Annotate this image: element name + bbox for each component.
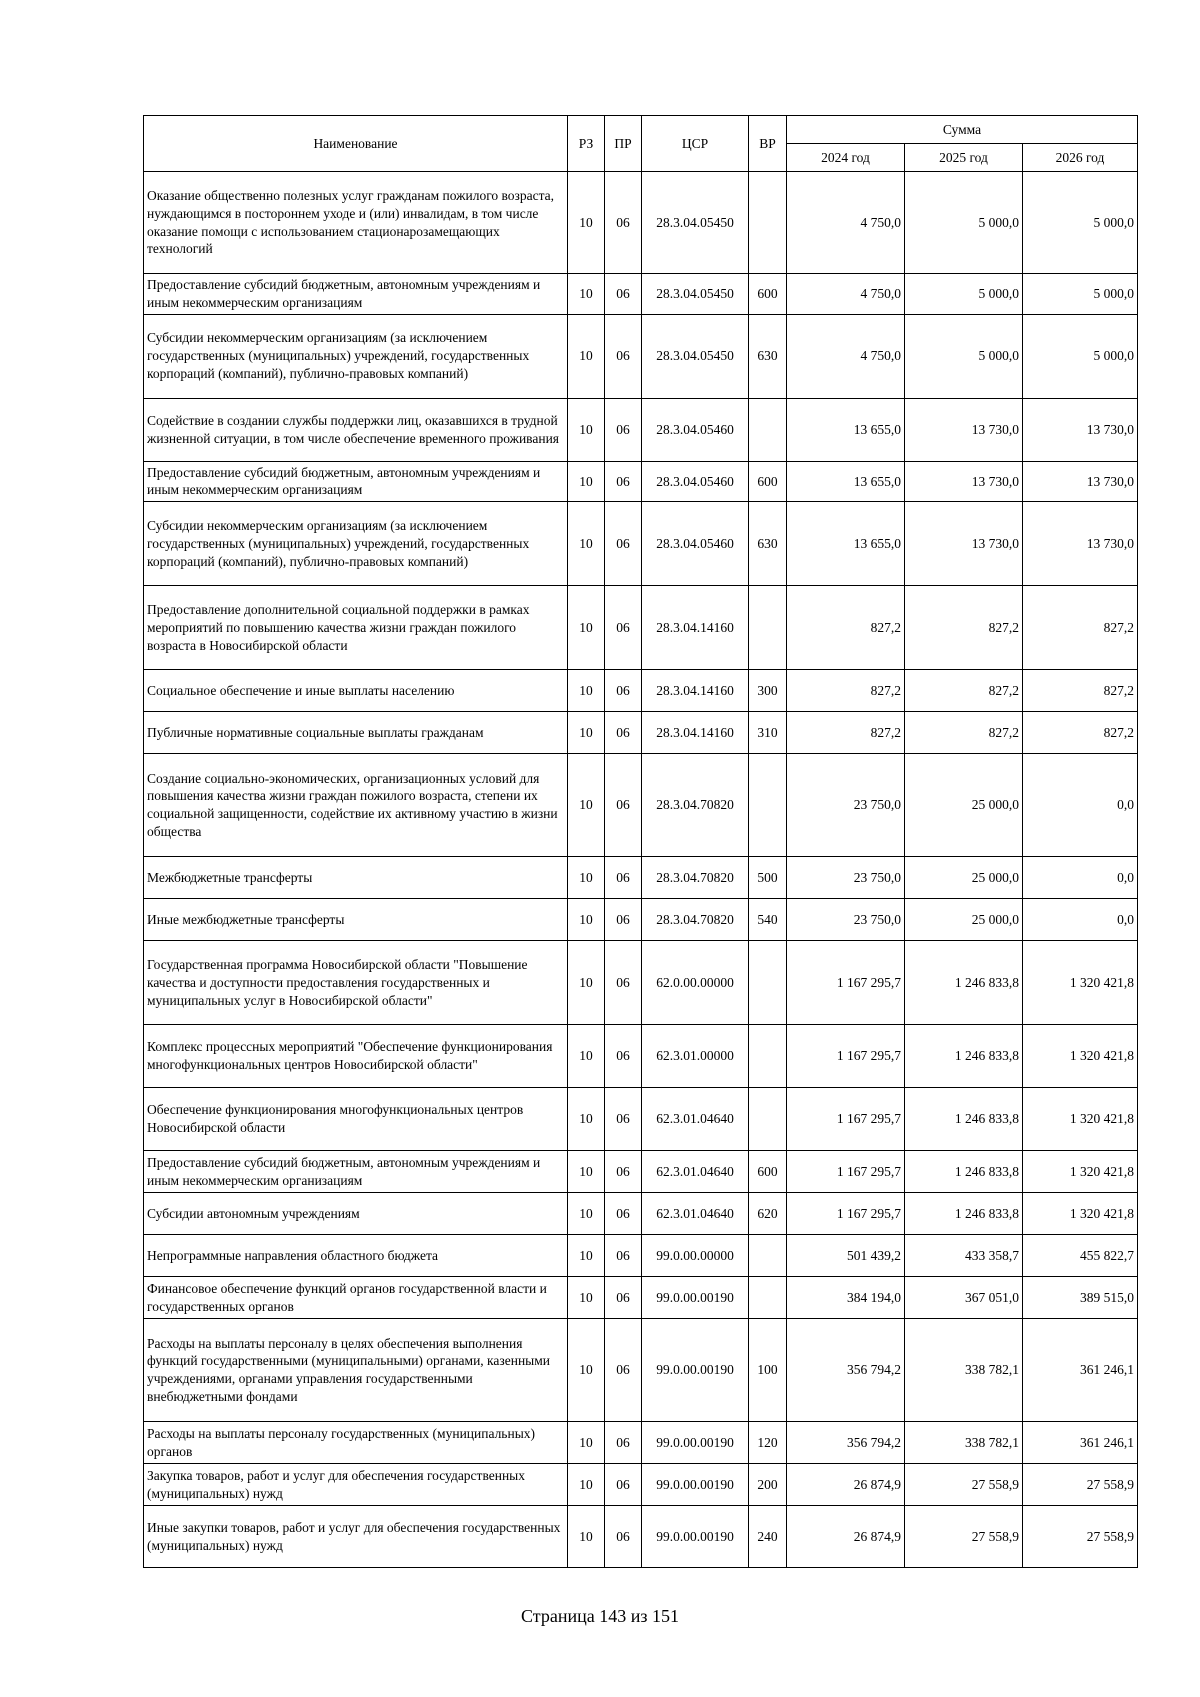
cell-vr	[749, 754, 787, 857]
cell-vr	[749, 941, 787, 1025]
cell-pr: 06	[605, 274, 642, 315]
cell-name: Предоставление субсидий бюджетным, автономным учреждениям и иным некоммерческим организациям	[144, 1151, 568, 1193]
cell-pr: 06	[605, 398, 642, 461]
cell-vr: 100	[749, 1319, 787, 1422]
cell-name: Предоставление субсидий бюджетным, автономным учреждениям и иным некоммерческим организациям	[144, 274, 568, 315]
cell-rz: 10	[568, 670, 605, 712]
cell-vr: 540	[749, 899, 787, 941]
cell-name: Публичные нормативные социальные выплаты гражданам	[144, 712, 568, 754]
cell-2025: 827,2	[905, 586, 1023, 670]
cell-2026: 27 558,9	[1023, 1464, 1138, 1506]
cell-csr: 28.3.04.05460	[642, 502, 749, 586]
page-number: Страница 143 из 151	[521, 1606, 679, 1626]
cell-2025: 5 000,0	[905, 314, 1023, 398]
table-row	[144, 398, 1138, 461]
cell-csr: 28.3.04.14160	[642, 712, 749, 754]
cell-2024: 4 750,0	[787, 274, 905, 315]
cell-name: Оказание общественно полезных услуг гражданам пожилого возраста, нуждающимся в постороннем уходе и (или) инвалидам, в том числе оказание помощи с использованием стационарозамещающих технологий	[144, 172, 568, 274]
table-row	[144, 461, 1138, 502]
table-row	[144, 1193, 1138, 1235]
table-row	[144, 670, 1138, 712]
cell-name: Финансовое обеспечение функций органов государственной власти и государственных органов	[144, 1277, 568, 1319]
cell-rz: 10	[568, 274, 605, 315]
cell-2025: 1 246 833,8	[905, 1193, 1023, 1235]
cell-2025: 827,2	[905, 712, 1023, 754]
cell-2026: 13 730,0	[1023, 502, 1138, 586]
cell-2026: 1 320 421,8	[1023, 1025, 1138, 1088]
cell-2026: 13 730,0	[1023, 461, 1138, 502]
cell-name: Закупка товаров, работ и услуг для обеспечения государственных (муниципальных) нужд	[144, 1464, 568, 1506]
cell-vr	[749, 586, 787, 670]
cell-2024: 4 750,0	[787, 314, 905, 398]
cell-2025: 25 000,0	[905, 899, 1023, 941]
table-row	[144, 899, 1138, 941]
cell-name: Субсидии некоммерческим организациям (за исключением государственных (муниципальных) учреждений, государственных корпораций (компаний), публично-правовых компаний)	[144, 314, 568, 398]
cell-2026: 1 320 421,8	[1023, 1193, 1138, 1235]
cell-csr: 28.3.04.05460	[642, 398, 749, 461]
cell-name: Иные межбюджетные трансферты	[144, 899, 568, 941]
cell-vr: 200	[749, 1464, 787, 1506]
cell-csr: 62.3.01.00000	[642, 1025, 749, 1088]
header-csr: ЦСР	[642, 116, 749, 172]
header-year-2024: 2024 год	[787, 144, 905, 172]
header-vr: ВР	[749, 116, 787, 172]
cell-2024: 13 655,0	[787, 461, 905, 502]
cell-2024: 23 750,0	[787, 754, 905, 857]
cell-name: Субсидии автономным учреждениям	[144, 1193, 568, 1235]
cell-csr: 28.3.04.70820	[642, 899, 749, 941]
cell-name: Создание социально-экономических, организационных условий для повышения качества жизни граждан пожилого возраста, степени их социальной защищенности, содействие их активному участию в жизни общества	[144, 754, 568, 857]
cell-rz: 10	[568, 502, 605, 586]
cell-name: Социальное обеспечение и иные выплаты населению	[144, 670, 568, 712]
header-year-2025: 2025 год	[905, 144, 1023, 172]
cell-rz: 10	[568, 1235, 605, 1277]
cell-2026: 5 000,0	[1023, 172, 1138, 274]
cell-pr: 06	[605, 1464, 642, 1506]
cell-2024: 4 750,0	[787, 172, 905, 274]
cell-2024: 1 167 295,7	[787, 1025, 905, 1088]
cell-csr: 99.0.00.00190	[642, 1422, 749, 1464]
cell-2024: 827,2	[787, 670, 905, 712]
cell-pr: 06	[605, 899, 642, 941]
cell-2024: 1 167 295,7	[787, 941, 905, 1025]
cell-name: Расходы на выплаты персоналу в целях обеспечения выполнения функций государственными (муниципальными) органами, казенными учреждениями, органами управления государственными внебюджетными фондами	[144, 1319, 568, 1422]
cell-vr: 240	[749, 1506, 787, 1568]
cell-2025: 1 246 833,8	[905, 1088, 1023, 1151]
cell-csr: 62.3.01.04640	[642, 1193, 749, 1235]
cell-pr: 06	[605, 712, 642, 754]
cell-pr: 06	[605, 461, 642, 502]
cell-csr: 62.3.01.04640	[642, 1088, 749, 1151]
table-row	[144, 1506, 1138, 1568]
cell-pr: 06	[605, 1422, 642, 1464]
cell-csr: 99.0.00.00000	[642, 1235, 749, 1277]
cell-name: Государственная программа Новосибирской области "Повышение качества и доступности предоставления государственных и муниципальных услуг в Новосибирской области"	[144, 941, 568, 1025]
cell-2024: 13 655,0	[787, 502, 905, 586]
cell-vr: 500	[749, 857, 787, 899]
cell-pr: 06	[605, 670, 642, 712]
cell-csr: 28.3.04.05450	[642, 172, 749, 274]
cell-pr: 06	[605, 1151, 642, 1193]
table-row	[144, 274, 1138, 315]
cell-pr: 06	[605, 857, 642, 899]
cell-2026: 5 000,0	[1023, 314, 1138, 398]
cell-2025: 1 246 833,8	[905, 1151, 1023, 1193]
cell-rz: 10	[568, 1319, 605, 1422]
table-row	[144, 1235, 1138, 1277]
cell-rz: 10	[568, 1422, 605, 1464]
table-row	[144, 314, 1138, 398]
cell-vr: 630	[749, 314, 787, 398]
header-rz: РЗ	[568, 116, 605, 172]
cell-2026: 827,2	[1023, 670, 1138, 712]
cell-csr: 99.0.00.00190	[642, 1277, 749, 1319]
cell-2025: 5 000,0	[905, 274, 1023, 315]
cell-2025: 13 730,0	[905, 398, 1023, 461]
table-row	[144, 1319, 1138, 1422]
cell-csr: 28.3.04.05450	[642, 274, 749, 315]
header-year-2026: 2026 год	[1023, 144, 1138, 172]
cell-2024: 356 794,2	[787, 1319, 905, 1422]
cell-csr: 99.0.00.00190	[642, 1319, 749, 1422]
cell-2025: 25 000,0	[905, 857, 1023, 899]
cell-vr: 620	[749, 1193, 787, 1235]
cell-rz: 10	[568, 1025, 605, 1088]
cell-pr: 06	[605, 1506, 642, 1568]
table-row	[144, 712, 1138, 754]
cell-pr: 06	[605, 1235, 642, 1277]
cell-csr: 28.3.04.14160	[642, 670, 749, 712]
cell-vr	[749, 398, 787, 461]
cell-vr	[749, 1025, 787, 1088]
table-row	[144, 172, 1138, 274]
cell-rz: 10	[568, 1464, 605, 1506]
cell-vr	[749, 1088, 787, 1151]
cell-rz: 10	[568, 1088, 605, 1151]
cell-2024: 356 794,2	[787, 1422, 905, 1464]
cell-name: Комплекс процессных мероприятий "Обеспечение функционирования многофункциональных центров Новосибирской области"	[144, 1025, 568, 1088]
table-row	[144, 1025, 1138, 1088]
cell-2024: 1 167 295,7	[787, 1088, 905, 1151]
cell-2024: 501 439,2	[787, 1235, 905, 1277]
cell-2025: 13 730,0	[905, 461, 1023, 502]
cell-rz: 10	[568, 712, 605, 754]
cell-csr: 28.3.04.70820	[642, 857, 749, 899]
cell-2026: 1 320 421,8	[1023, 1088, 1138, 1151]
cell-2025: 1 246 833,8	[905, 941, 1023, 1025]
cell-vr: 600	[749, 1151, 787, 1193]
cell-2025: 27 558,9	[905, 1464, 1023, 1506]
header-name: Наименование	[144, 116, 568, 172]
cell-pr: 06	[605, 1025, 642, 1088]
cell-rz: 10	[568, 899, 605, 941]
table-row	[144, 1422, 1138, 1464]
cell-name: Обеспечение функционирования многофункциональных центров Новосибирской области	[144, 1088, 568, 1151]
cell-rz: 10	[568, 586, 605, 670]
cell-2025: 338 782,1	[905, 1319, 1023, 1422]
cell-vr	[749, 1235, 787, 1277]
cell-2025: 27 558,9	[905, 1506, 1023, 1568]
table-row	[144, 1464, 1138, 1506]
cell-rz: 10	[568, 754, 605, 857]
cell-2026: 455 822,7	[1023, 1235, 1138, 1277]
table-body	[144, 172, 1138, 1568]
cell-csr: 28.3.04.05450	[642, 314, 749, 398]
cell-2026: 27 558,9	[1023, 1506, 1138, 1568]
table-row	[144, 857, 1138, 899]
cell-2026: 0,0	[1023, 899, 1138, 941]
cell-rz: 10	[568, 941, 605, 1025]
cell-2024: 384 194,0	[787, 1277, 905, 1319]
cell-name: Расходы на выплаты персоналу государственных (муниципальных) органов	[144, 1422, 568, 1464]
cell-2026: 361 246,1	[1023, 1319, 1138, 1422]
cell-csr: 28.3.04.70820	[642, 754, 749, 857]
cell-2026: 827,2	[1023, 712, 1138, 754]
cell-2026: 0,0	[1023, 857, 1138, 899]
cell-rz: 10	[568, 857, 605, 899]
cell-2026: 1 320 421,8	[1023, 1151, 1138, 1193]
cell-vr: 600	[749, 461, 787, 502]
cell-2025: 338 782,1	[905, 1422, 1023, 1464]
table-row	[144, 1277, 1138, 1319]
cell-2025: 25 000,0	[905, 754, 1023, 857]
table-row	[144, 941, 1138, 1025]
cell-name: Непрограммные направления областного бюджета	[144, 1235, 568, 1277]
table-row	[144, 1151, 1138, 1193]
cell-rz: 10	[568, 172, 605, 274]
cell-rz: 10	[568, 1506, 605, 1568]
cell-2024: 827,2	[787, 712, 905, 754]
table-row	[144, 586, 1138, 670]
cell-2026: 361 246,1	[1023, 1422, 1138, 1464]
cell-2025: 827,2	[905, 670, 1023, 712]
cell-2025: 433 358,7	[905, 1235, 1023, 1277]
header-sum: Сумма	[787, 116, 1138, 144]
cell-pr: 06	[605, 502, 642, 586]
cell-rz: 10	[568, 1193, 605, 1235]
cell-2025: 13 730,0	[905, 502, 1023, 586]
cell-2026: 389 515,0	[1023, 1277, 1138, 1319]
cell-pr: 06	[605, 172, 642, 274]
cell-name: Иные закупки товаров, работ и услуг для обеспечения государственных (муниципальных) нужд	[144, 1506, 568, 1568]
cell-2026: 5 000,0	[1023, 274, 1138, 315]
cell-2024: 13 655,0	[787, 398, 905, 461]
cell-rz: 10	[568, 1151, 605, 1193]
cell-pr: 06	[605, 1319, 642, 1422]
cell-2024: 26 874,9	[787, 1506, 905, 1568]
cell-pr: 06	[605, 941, 642, 1025]
cell-pr: 06	[605, 314, 642, 398]
cell-csr: 28.3.04.14160	[642, 586, 749, 670]
budget-table	[143, 115, 1138, 1568]
cell-pr: 06	[605, 754, 642, 857]
cell-2024: 23 750,0	[787, 857, 905, 899]
cell-vr: 300	[749, 670, 787, 712]
cell-2024: 1 167 295,7	[787, 1193, 905, 1235]
cell-2024: 23 750,0	[787, 899, 905, 941]
cell-rz: 10	[568, 314, 605, 398]
cell-name: Предоставление дополнительной социальной поддержки в рамках мероприятий по повышению качества жизни граждан пожилого возраста в Новосибирской области	[144, 586, 568, 670]
cell-name: Межбюджетные трансферты	[144, 857, 568, 899]
cell-vr	[749, 1277, 787, 1319]
cell-2024: 827,2	[787, 586, 905, 670]
cell-pr: 06	[605, 1088, 642, 1151]
table-header	[144, 116, 1138, 172]
cell-csr: 62.0.00.00000	[642, 941, 749, 1025]
cell-name: Предоставление субсидий бюджетным, автономным учреждениям и иным некоммерческим организациям	[144, 461, 568, 502]
cell-csr: 99.0.00.00190	[642, 1464, 749, 1506]
cell-csr: 28.3.04.05460	[642, 461, 749, 502]
cell-pr: 06	[605, 1277, 642, 1319]
cell-vr	[749, 172, 787, 274]
cell-rz: 10	[568, 461, 605, 502]
cell-rz: 10	[568, 1277, 605, 1319]
cell-2026: 1 320 421,8	[1023, 941, 1138, 1025]
table-row	[144, 502, 1138, 586]
table-row	[144, 1088, 1138, 1151]
cell-csr: 62.3.01.04640	[642, 1151, 749, 1193]
cell-2026: 827,2	[1023, 586, 1138, 670]
cell-csr: 99.0.00.00190	[642, 1506, 749, 1568]
cell-rz: 10	[568, 398, 605, 461]
header-pr: ПР	[605, 116, 642, 172]
cell-pr: 06	[605, 586, 642, 670]
cell-2026: 13 730,0	[1023, 398, 1138, 461]
cell-2025: 367 051,0	[905, 1277, 1023, 1319]
cell-2025: 5 000,0	[905, 172, 1023, 274]
cell-vr: 600	[749, 274, 787, 315]
cell-name: Субсидии некоммерческим организациям (за исключением государственных (муниципальных) учреждений, государственных корпораций (компаний), публично-правовых компаний)	[144, 502, 568, 586]
cell-2024: 26 874,9	[787, 1464, 905, 1506]
cell-2025: 1 246 833,8	[905, 1025, 1023, 1088]
cell-name: Содействие в создании службы поддержки лиц, оказавшихся в трудной жизненной ситуации, в том числе обеспечение временного проживания	[144, 398, 568, 461]
cell-vr: 630	[749, 502, 787, 586]
cell-vr: 120	[749, 1422, 787, 1464]
cell-2026: 0,0	[1023, 754, 1138, 857]
cell-pr: 06	[605, 1193, 642, 1235]
cell-vr: 310	[749, 712, 787, 754]
table-row	[144, 754, 1138, 857]
cell-2024: 1 167 295,7	[787, 1151, 905, 1193]
